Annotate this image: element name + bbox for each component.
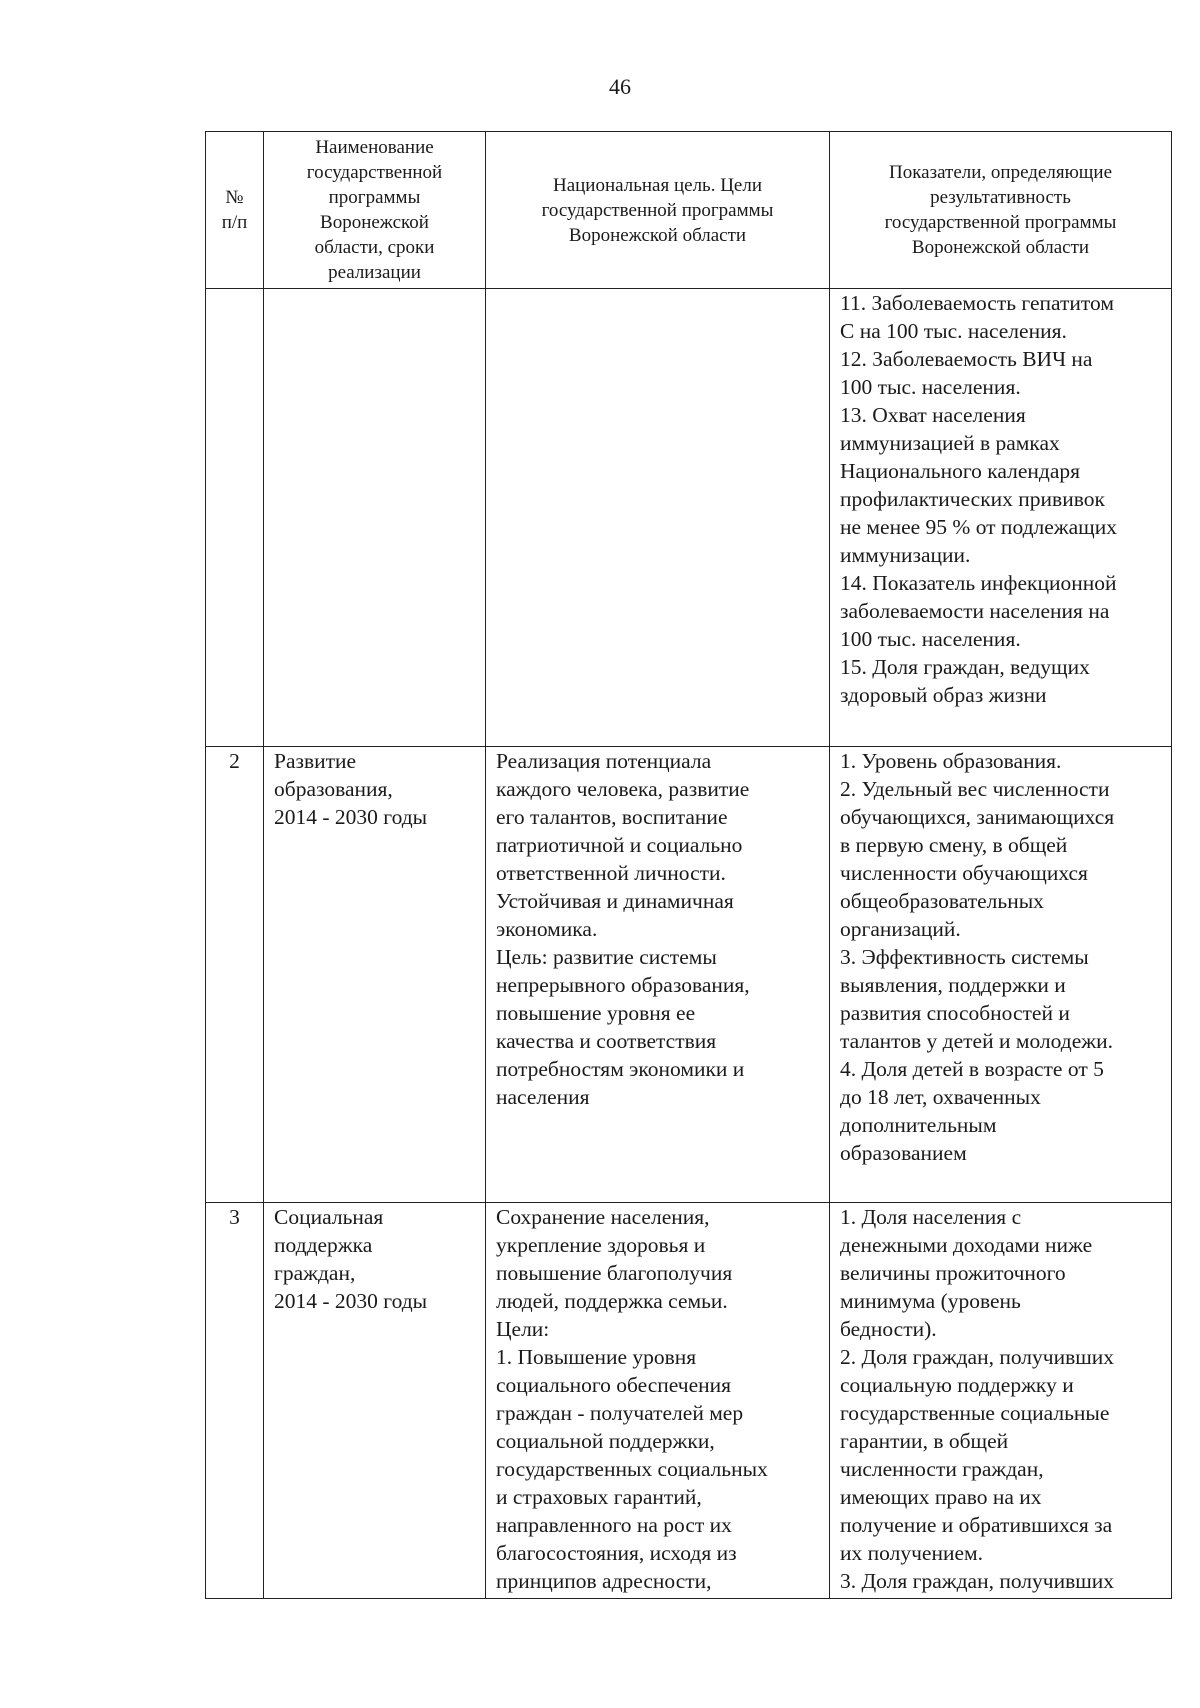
text-line: Воронежской области [568, 224, 747, 246]
text-line: иммунизацией в рамках [840, 431, 1060, 455]
text-line: гарантии, в общей [840, 1429, 1009, 1453]
text-line: реализации [328, 262, 421, 283]
text-line: заболеваемости населения на [840, 599, 1110, 623]
text-line: здоровый образ жизни [840, 683, 1047, 707]
text-line: 2. Удельный вес численности [840, 777, 1110, 801]
text-line: имеющих право на их [840, 1485, 1042, 1509]
text-line: повышение уровня ее [496, 1001, 696, 1025]
text-line: Устойчивая и динамичная [496, 889, 734, 913]
text-line: п/п [221, 212, 248, 233]
text-line: их получением. [840, 1541, 983, 1565]
text-line: Развитие [274, 749, 357, 773]
text-line: денежными доходами ниже [840, 1233, 1093, 1257]
text-line: Наименование [315, 137, 434, 158]
text-line: 100 тыс. населения. [840, 627, 1021, 651]
text-line: 2014 - 2030 годы [274, 805, 428, 829]
text-line: и страховых гарантий, [496, 1485, 702, 1509]
text-line: 2. Доля граждан, получивших [840, 1345, 1115, 1369]
text-line: принципов адресности, [496, 1569, 712, 1593]
national-goal-cell [486, 1203, 830, 1599]
row-number-cell [206, 747, 264, 1203]
text-line: общеобразовательных [840, 889, 1044, 913]
text-line: Цель: развитие системы [496, 945, 717, 969]
text-line: государственной программы [884, 212, 1117, 233]
text-line: 4. Доля детей в возрасте от 5 [840, 1057, 1104, 1081]
text-line: государственной [306, 162, 443, 183]
text-line: до 18 лет, охваченных [840, 1085, 1041, 1109]
header-num [206, 132, 264, 289]
text-line: социальной поддержки, [496, 1429, 715, 1453]
text-line: программы [328, 187, 421, 208]
table-header-row [206, 132, 1172, 289]
header-indicators [830, 132, 1172, 289]
programs-table [205, 131, 1172, 1599]
text-line: 14. Показатель инфекционной [840, 571, 1117, 595]
header-program-name [264, 132, 486, 289]
text-line: 3. Эффективность системы [840, 945, 1089, 969]
text-line: социальную поддержку и [840, 1373, 1074, 1397]
text-line: в первую смену, в общей [840, 833, 1068, 857]
text-line: развития способностей и [840, 1001, 1070, 1025]
table-row [206, 289, 1172, 747]
text-line: бедности). [840, 1317, 937, 1341]
text-line: образованием [840, 1141, 967, 1165]
text-line: области, сроки [314, 237, 435, 258]
text-line: Воронежской области [911, 237, 1090, 258]
text-line: направленного на рост их [496, 1513, 732, 1537]
text-line: минимума (уровень [840, 1289, 1021, 1313]
text-line: 1. Уровень образования. [840, 749, 1062, 773]
text-line: людей, поддержка семьи. [496, 1289, 728, 1313]
text-line: качества и соответствия [496, 1029, 717, 1053]
text-line: величины прожиточного [840, 1261, 1066, 1285]
text-line: Сохранение населения, [496, 1205, 710, 1229]
text-line: Показатели, определяющие [888, 162, 1113, 183]
text-line: Национального календаря [840, 459, 1081, 483]
text-line: выявления, поддержки и [840, 973, 1066, 997]
national-goal-cell [486, 289, 830, 747]
indicators-cell [830, 1203, 1172, 1599]
text-line: обучающихся, занимающихся [840, 805, 1115, 829]
text-line: профилактических прививок [840, 487, 1105, 511]
text-line: государственные социальные [840, 1401, 1110, 1425]
text-line: получение и обратившихся за [840, 1513, 1113, 1537]
text-line: С на 100 тыс. населения. [840, 319, 1067, 343]
table-row [206, 747, 1172, 1203]
text-line: повышение благополучия [496, 1261, 733, 1285]
text-line: его талантов, воспитание [496, 805, 728, 829]
text-line: благосостояния, исходя из [496, 1541, 737, 1565]
text-line: 13. Охват населения [840, 403, 1026, 427]
text-line: 3. Доля граждан, получивших [840, 1569, 1115, 1593]
text-line: поддержка [274, 1233, 373, 1257]
text-line: Социальная [274, 1205, 384, 1229]
text-line: экономика. [496, 917, 598, 941]
national-goal-cell [486, 747, 830, 1203]
text-line: Реализация потенциала [496, 749, 712, 773]
text-line: социального обеспечения [496, 1373, 732, 1397]
text-line: граждан - получателей мер [496, 1401, 744, 1425]
text-line: 12. Заболеваемость ВИЧ на [840, 347, 1093, 371]
text-line: не менее 95 % от подлежащих [840, 515, 1117, 539]
text-line: результативность [930, 187, 1071, 208]
text-line: дополнительным [840, 1113, 997, 1137]
text-line: 100 тыс. населения. [840, 375, 1021, 399]
text-line: 11. Заболеваемость гепатитом [840, 291, 1114, 315]
text-line: ответственной личности. [496, 861, 726, 885]
program-name-cell [264, 747, 486, 1203]
text-line: 2 [229, 749, 240, 773]
text-line: непрерывного образования, [496, 973, 750, 997]
row-number-cell [206, 289, 264, 747]
program-name-cell [264, 289, 486, 747]
indicators-cell [830, 289, 1172, 747]
text-line: 1. Повышение уровня [496, 1345, 697, 1369]
text-line: граждан, [274, 1261, 356, 1285]
text-line: Воронежской [320, 212, 429, 233]
indicators-cell [830, 747, 1172, 1203]
text-line: Цели: [496, 1317, 550, 1341]
text-line: № [225, 187, 244, 208]
text-line: численности обучающихся [840, 861, 1088, 885]
text-line: каждого человека, развитие [496, 777, 750, 801]
text-line: численности граждан, [840, 1457, 1044, 1481]
table-row [206, 1203, 1172, 1599]
row-number-cell [206, 1203, 264, 1599]
text-line: 15. Доля граждан, ведущих [840, 655, 1090, 679]
page-number: 46 [609, 74, 631, 99]
text-line: 3 [229, 1205, 240, 1229]
text-line: государственных социальных [496, 1457, 768, 1481]
text-line: 2014 - 2030 годы [274, 1289, 428, 1313]
text-line: потребностям экономики и [496, 1057, 745, 1081]
text-line: 1. Доля населения с [840, 1205, 1022, 1229]
text-line: укрепление здоровья и [496, 1233, 706, 1257]
text-line: организаций. [840, 917, 961, 941]
text-line: патриотичной и социально [496, 833, 743, 857]
text-line: иммунизации. [840, 543, 971, 567]
text-line: Национальная цель. Цели [552, 174, 763, 196]
text-line: талантов у детей и молодежи. [840, 1029, 1114, 1053]
text-line: населения [496, 1085, 590, 1109]
program-name-cell [264, 1203, 486, 1599]
text-line: образования, [274, 777, 393, 801]
text-line: государственной программы [541, 199, 774, 221]
header-national-goal [486, 132, 830, 289]
